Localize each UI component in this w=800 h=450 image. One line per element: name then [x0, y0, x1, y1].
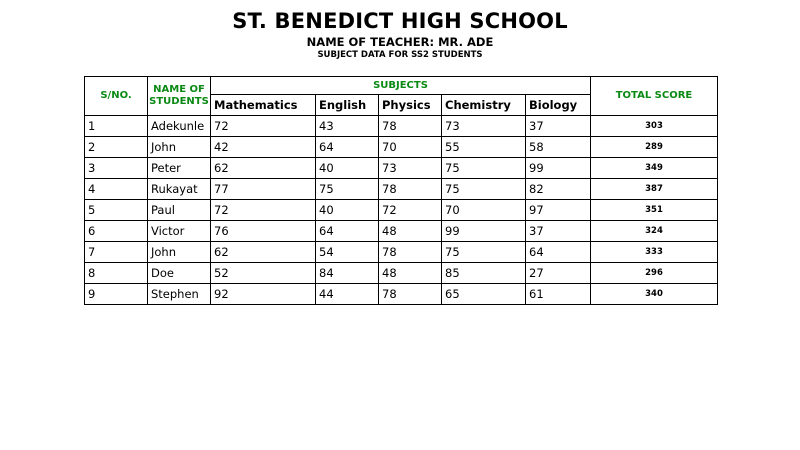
table-row [85, 221, 718, 242]
cell-chemistry: 85 [442, 263, 526, 284]
cell-total-score: 303 [591, 116, 718, 137]
cell-student-name: Victor [148, 221, 211, 242]
cell-sno: 7 [85, 242, 148, 263]
cell-total-score: 340 [591, 284, 718, 305]
cell-mathematics: 77 [211, 179, 316, 200]
cell-mathematics: 62 [211, 158, 316, 179]
cell-mathematics: 92 [211, 284, 316, 305]
cell-total-score: 296 [591, 263, 718, 284]
cell-english: 75 [316, 179, 379, 200]
cell-english: 40 [316, 200, 379, 221]
cell-english: 43 [316, 116, 379, 137]
header-row [85, 77, 718, 95]
cell-sno: 1 [85, 116, 148, 137]
cell-sno: 5 [85, 200, 148, 221]
cell-student-name: John [148, 242, 211, 263]
subject-biology: Biology [526, 95, 591, 116]
cell-total-score: 324 [591, 221, 718, 242]
cell-student-name: Paul [148, 200, 211, 221]
subject-mathematics: Mathematics [211, 95, 316, 116]
cell-physics: 70 [379, 137, 442, 158]
school-name: ST. BENEDICT HIGH SCHOOL [232, 9, 568, 33]
cell-sno: 2 [85, 137, 148, 158]
table-row [85, 263, 718, 284]
teacher-name: NAME OF TEACHER: MR. ADE [306, 35, 494, 49]
cell-student-name: Stephen [148, 284, 211, 305]
cell-chemistry: 99 [442, 221, 526, 242]
cell-sno: 3 [85, 158, 148, 179]
cell-student-name: Doe [148, 263, 211, 284]
cell-biology: 27 [526, 263, 591, 284]
cell-chemistry: 55 [442, 137, 526, 158]
subject-physics: Physics [379, 95, 442, 116]
cell-mathematics: 62 [211, 242, 316, 263]
table-row [85, 179, 718, 200]
cell-total-score: 289 [591, 137, 718, 158]
cell-physics: 78 [379, 116, 442, 137]
cell-chemistry: 75 [442, 158, 526, 179]
cell-biology: 64 [526, 242, 591, 263]
cell-biology: 58 [526, 137, 591, 158]
cell-total-score: 349 [591, 158, 718, 179]
cell-english: 54 [316, 242, 379, 263]
table-row [85, 116, 718, 137]
cell-total-score: 333 [591, 242, 718, 263]
cell-physics: 72 [379, 200, 442, 221]
table-subtitle: SUBJECT DATA FOR SS2 STUDENTS [317, 50, 483, 60]
cell-physics: 73 [379, 158, 442, 179]
score-table [84, 76, 718, 305]
cell-biology: 37 [526, 221, 591, 242]
table-row [85, 284, 718, 305]
table-row [85, 158, 718, 179]
cell-english: 44 [316, 284, 379, 305]
cell-total-score: 387 [591, 179, 718, 200]
cell-total-score: 351 [591, 200, 718, 221]
header-subjects: SUBJECTS [211, 77, 591, 95]
cell-mathematics: 42 [211, 137, 316, 158]
cell-physics: 78 [379, 179, 442, 200]
cell-student-name: Peter [148, 158, 211, 179]
cell-english: 40 [316, 158, 379, 179]
table-row [85, 137, 718, 158]
cell-student-name: Adekunle [148, 116, 211, 137]
cell-chemistry: 65 [442, 284, 526, 305]
cell-chemistry: 75 [442, 242, 526, 263]
header-sno: S/NO. [85, 77, 148, 116]
cell-chemistry: 70 [442, 200, 526, 221]
cell-mathematics: 72 [211, 200, 316, 221]
cell-physics: 48 [379, 221, 442, 242]
cell-physics: 78 [379, 242, 442, 263]
header-total-score: TOTAL SCORE [591, 77, 718, 116]
cell-english: 64 [316, 221, 379, 242]
cell-physics: 48 [379, 263, 442, 284]
cell-student-name: John [148, 137, 211, 158]
cell-chemistry: 75 [442, 179, 526, 200]
cell-physics: 78 [379, 284, 442, 305]
cell-biology: 61 [526, 284, 591, 305]
cell-mathematics: 52 [211, 263, 316, 284]
table-body [85, 116, 718, 305]
subject-chemistry: Chemistry [442, 95, 526, 116]
cell-biology: 99 [526, 158, 591, 179]
header-student-name: NAME OF STUDENTS [148, 77, 211, 116]
cell-mathematics: 72 [211, 116, 316, 137]
page-header [0, 8, 800, 61]
cell-sno: 4 [85, 179, 148, 200]
table-row [85, 200, 718, 221]
cell-student-name: Rukayat [148, 179, 211, 200]
cell-english: 84 [316, 263, 379, 284]
cell-sno: 9 [85, 284, 148, 305]
cell-sno: 6 [85, 221, 148, 242]
cell-biology: 97 [526, 200, 591, 221]
cell-biology: 37 [526, 116, 591, 137]
cell-english: 64 [316, 137, 379, 158]
cell-chemistry: 73 [442, 116, 526, 137]
subject-english: English [316, 95, 379, 116]
cell-mathematics: 76 [211, 221, 316, 242]
cell-biology: 82 [526, 179, 591, 200]
cell-sno: 8 [85, 263, 148, 284]
table-row [85, 242, 718, 263]
